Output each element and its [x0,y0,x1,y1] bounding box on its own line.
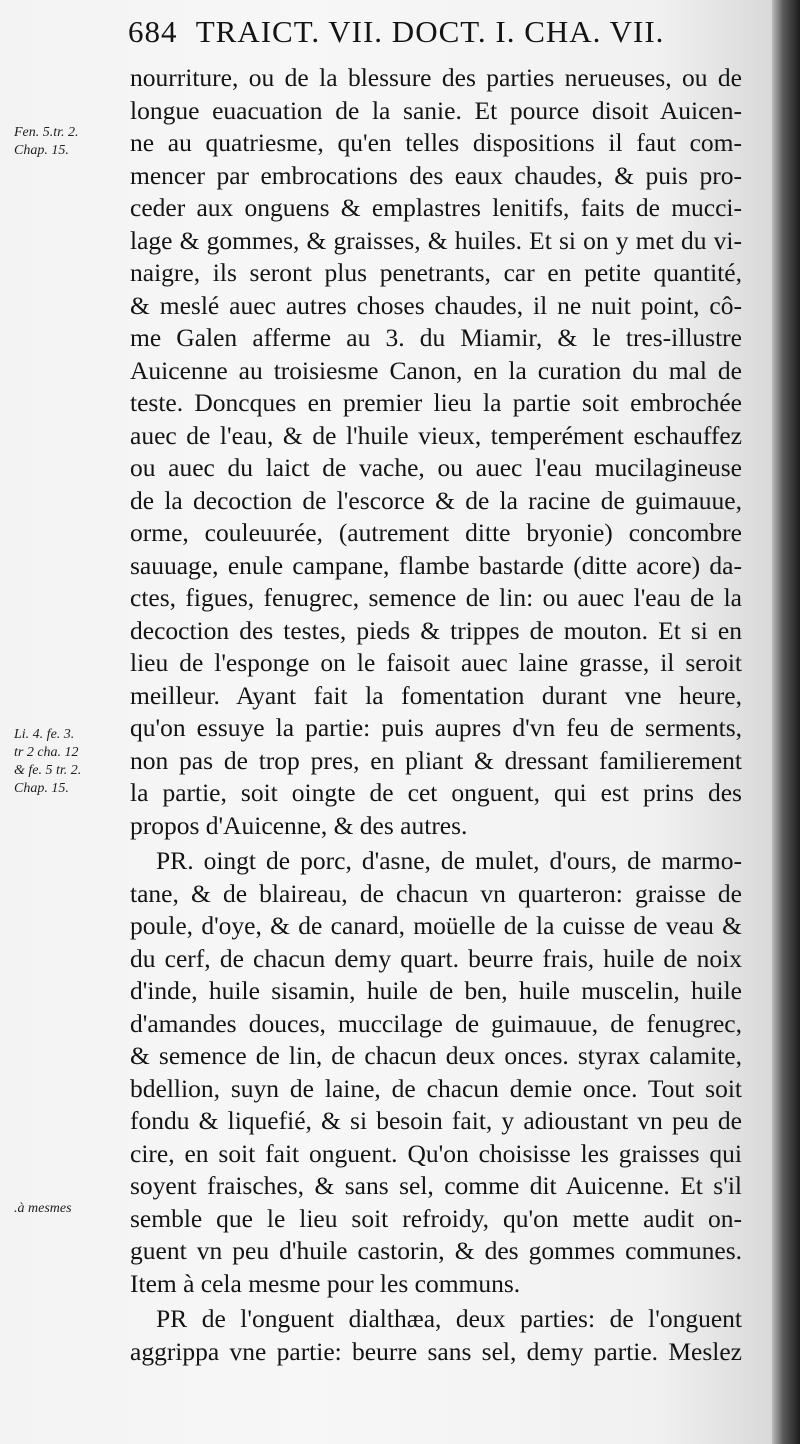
text-line: soyent fraisches, & sans sel, comme dit Auicenne. Et s'il [130,1171,742,1200]
text-line: d'inde, huile sisamin, huile de ben, huile muscelin, huile [130,976,742,1005]
text-line: cire, en soit fait onguent. Qu'on choisisse les graisses qui [130,1138,742,1168]
text-line: & meslé auec autres choses chaudes, il ne nuit point, cô- [130,290,742,320]
text-line: sauuage, enule campane, flambe bastarde (ditte acore) da- [130,550,742,580]
margin-note-line: Chap. 15. [14,143,69,158]
text-line: ctes, figues, fenugrec, semence de lin: ou auec l'eau de la [130,583,742,612]
text-line: de la decoction de l'escorce & de la racine de guimauue, [130,485,742,515]
text-line: ceder aux onguens & emplastres lenitifs, faits de mucci- [130,193,742,222]
text-line: teste. Doncques en premier lieu la partie soit embrochée [130,388,742,417]
text-line: longue euacuation de la sanie. Et pource disoit Auicen- [130,95,742,125]
recipe-line: PR de l'onguent dialthæa, deux parties: de l'onguent [156,1304,742,1333]
text-line: auec de l'eau, & de l'huile vieux, temperément eschauffez [130,420,742,450]
margin-note-3 [14,1200,126,1218]
text-line: nourriture, ou de la blessure des parties nerueuses, ou de [130,63,742,92]
text-line: ou auec du laict de vache, ou auec l'eau mucilagineuse [130,453,742,482]
text-line: non pas de trop pres, en pliant & dressant familierement [130,745,742,775]
folio-number: 684 [128,14,178,49]
text-line: me Galen afferme au 3. du Miamir, & le tres-illustre [130,323,742,352]
text-line: guent vn peu d'huile castorin, & des gommes communes. [130,1236,742,1265]
text-line: lage & gommes, & graisses, & huiles. Et si on y met du vi- [130,225,742,255]
body-text [130,62,742,1368]
page-edge-shadow [772,0,800,1444]
text-line: la partie, soit oingte de cet onguent, qui est prins des [130,778,742,807]
text-line: du cerf, de chacun demy quart. beurre frais, huile de noix [130,943,742,973]
margin-note-line: & fe. 5 tr. 2. [14,763,82,778]
text-line: Item à cela mesme pour les communs. [130,1268,521,1298]
text-line: d'amandes douces, muccilage de guimauue, de fenugrec, [130,1008,742,1038]
text-line: tane, & de blaireau, de chacun vn quarteron: graisse de [130,878,742,908]
text-line: propos d'Auicenne, & des autres. [130,810,468,840]
margin-note-line: Chap. 15. [14,781,69,796]
page-header [128,14,748,50]
text-line: & semence de lin, de chacun deux onces. styrax calamite, [130,1041,742,1070]
margin-note-line: Li. 4. fe. 3. [14,727,75,742]
text-line: fondu & liquefié, & si besoin fait, y adioustant vn peu de [130,1106,742,1135]
text-line: mencer par embrocations des eaux chaudes, & puis pro- [130,160,742,190]
text-line: lieu de l'esponge on le faisoit auec laine grasse, il seroit [130,648,742,677]
margin-note-2 [14,726,126,798]
text-line: decoction des testes, pieds & trippes de mouton. Et si en [130,615,742,645]
margin-note-line: Fen. 5.tr. 2. [14,125,79,140]
recipe-line: PR. oingt de porc, d'asne, de mulet, d'ours, de marmo- [156,846,742,875]
text-line: semble que le lieu soit refroidy, qu'on mette audit on- [130,1203,742,1233]
text-line: ne au quatriesme, qu'en telles dispositions il faut com- [130,128,742,157]
margin-note-line: .à mesmes [14,1201,72,1216]
margin-note-1 [14,124,126,160]
text-line: poule, d'oye, & de canard, moüelle de la cuisse de veau & [130,911,742,940]
text-line: qu'on essuye la partie: puis aupres d'vn feu de serments, [130,713,742,742]
margin-note-line: tr 2 cha. 12 [14,745,79,760]
running-title: TRAICT. VII. DOCT. I. CHA. VII. [195,14,665,49]
text-line: aggrippa vne partie: beurre sans sel, demy partie. Meslez [130,1336,742,1366]
text-line: orme, couleuurée, (autrement ditte bryonie) concombre [130,518,742,547]
text-line: Auicenne au troisiesme Canon, en la curation du mal de [130,355,742,385]
text-line: naigre, ils seront plus penetrants, car en petite quantité, [130,258,742,287]
text-line: bdellion, suyn de laine, de chacun demie once. Tout soit [130,1073,742,1103]
text-line: meilleur. Ayant fait la fomentation durant vne heure, [130,680,742,710]
